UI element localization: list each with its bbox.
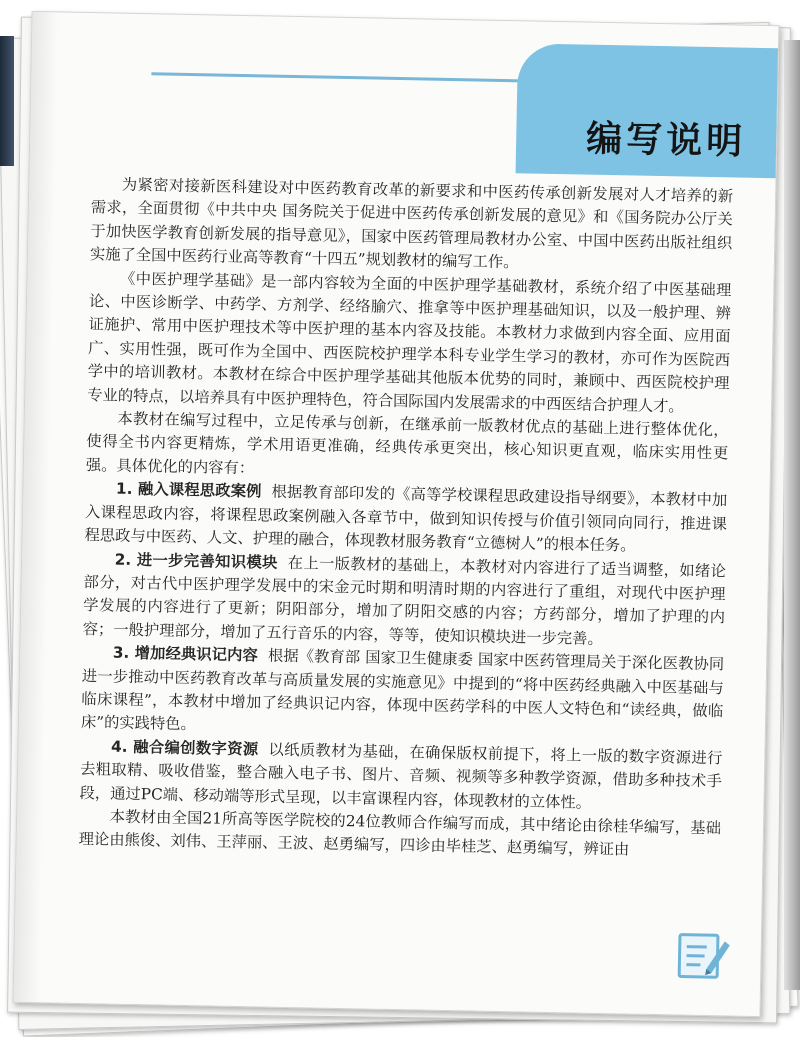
notebook-pen-icon bbox=[676, 928, 731, 981]
list-item bbox=[79, 735, 722, 818]
item-text: 在上一版教材的基础上，本教材对内容进行了适当调整，如绪论部分，对古代中医护理学发展中的宋金元时期和明清时期的内容进行了重组，对现代中医护理学发展的内容进行了更新；阴阳部分，增加了阴阳交感的内容；方药部分，增加了护理的内容；一般护理部分，增加了五行音乐的内容，等等，使知识模块进一步完善。 bbox=[83, 553, 727, 647]
paragraph: 本教材由全国21所高等医学院校的24位教师合作编写而成，其中绪论由徐桂华编写，基础理论由熊俊、刘伟、王萍丽、王波、赵勇编写，四诊由毕桂芝、赵勇编写，辨证由 bbox=[78, 805, 721, 864]
item-heading: 4. 融合编创数字资源 bbox=[111, 737, 259, 758]
item-text: 以纸质教材为基础，在确保版权前提下，将上一版的数字资源进行去粗取精、吸收借鉴，整合融入电子书、图片、音频、视频等多种教学资源，借助多种技术手段，通过PC端、移动端等形式呈现，以丰富课程内容，体现教材的立体性。 bbox=[79, 740, 722, 811]
item-heading: 2. 进一步完善知识模块 bbox=[115, 550, 278, 571]
paragraph: 本教材在编写过程中，立足传承与创新，在继承前一版教材优点的基础上进行整体优化，使得全书内容更精炼，学术用语更准确，经典传承更突出，核心知识更直观，临床实用性更强。具体优化的内容有： bbox=[86, 407, 729, 490]
page-shadow bbox=[784, 40, 800, 990]
list-item bbox=[83, 548, 727, 654]
item-heading: 1. 融入课程思政案例 bbox=[116, 480, 262, 501]
item-text: 根据《教育部 国家卫生健康委 国家中医药管理局关于深化医教协同进一步推动中医药教育改革与高质量发展的实施意见》中提到的“将中医药经典融入中医基础与临床课程”，本教材中增加了经典识记内容，体现中医药学科的中医人文特色和“读经典，做临床”的实践特色。 bbox=[81, 647, 725, 734]
title-banner bbox=[516, 43, 780, 178]
paragraph: 《中医护理学基础》是一部内容较为全面的中医护理学基础教材，系统介绍了中医基础理论、中医诊断学、中药学、方剂学、经络腧穴、推拿等中医护理基础知识，以及一般护理、辨证施护、常用中医护理技术等中医护理的基本内容及技能。本教材力求做到内容全面、应用面广、实用性强，既可作为全国中、西医院校护理学本科专业学生学习的教材，亦可作为医院西学中的培训教材。本教材在综合中医护理学基础其他版本优势的同时，兼顾中、西医院校护理专业的特点，以培养具有中医护理特色，符合国际国内发展需求的中西医结合护理人才。 bbox=[87, 267, 732, 420]
list-item bbox=[81, 641, 725, 747]
preface-body bbox=[78, 173, 733, 864]
page-title: 编写说明 bbox=[586, 111, 747, 165]
item-heading: 3. 增加经典识记内容 bbox=[113, 644, 258, 665]
book-page bbox=[13, 11, 780, 1017]
list-item bbox=[84, 477, 727, 560]
book-spine bbox=[0, 36, 14, 166]
paragraph: 为紧密对接新医科建设对中医药教育改革的新要求和中医药传承创新发展对人才培养的新需求，全面贯彻《中共中央 国务院关于促进中医药传承创新发展的意见》和《国务院办公厅关于加快医学教育创新发展的指导意见》，国家中医药管理局教材办公室、中国中医药出版社组织实施了全国中医药行业高等教育“十四五”规划教材的编写工作。 bbox=[90, 173, 734, 279]
item-text: 根据教育部印发的《高等学校课程思政建设指导纲要》，本教材中加入课程思政内容，将课程思政案例融入各章节中，做到知识传授与价值引领同向同行，推进课程思政与中医药、人文、护理的融合，体现教材服务教育“立德树人”的根本任务。 bbox=[84, 483, 727, 555]
